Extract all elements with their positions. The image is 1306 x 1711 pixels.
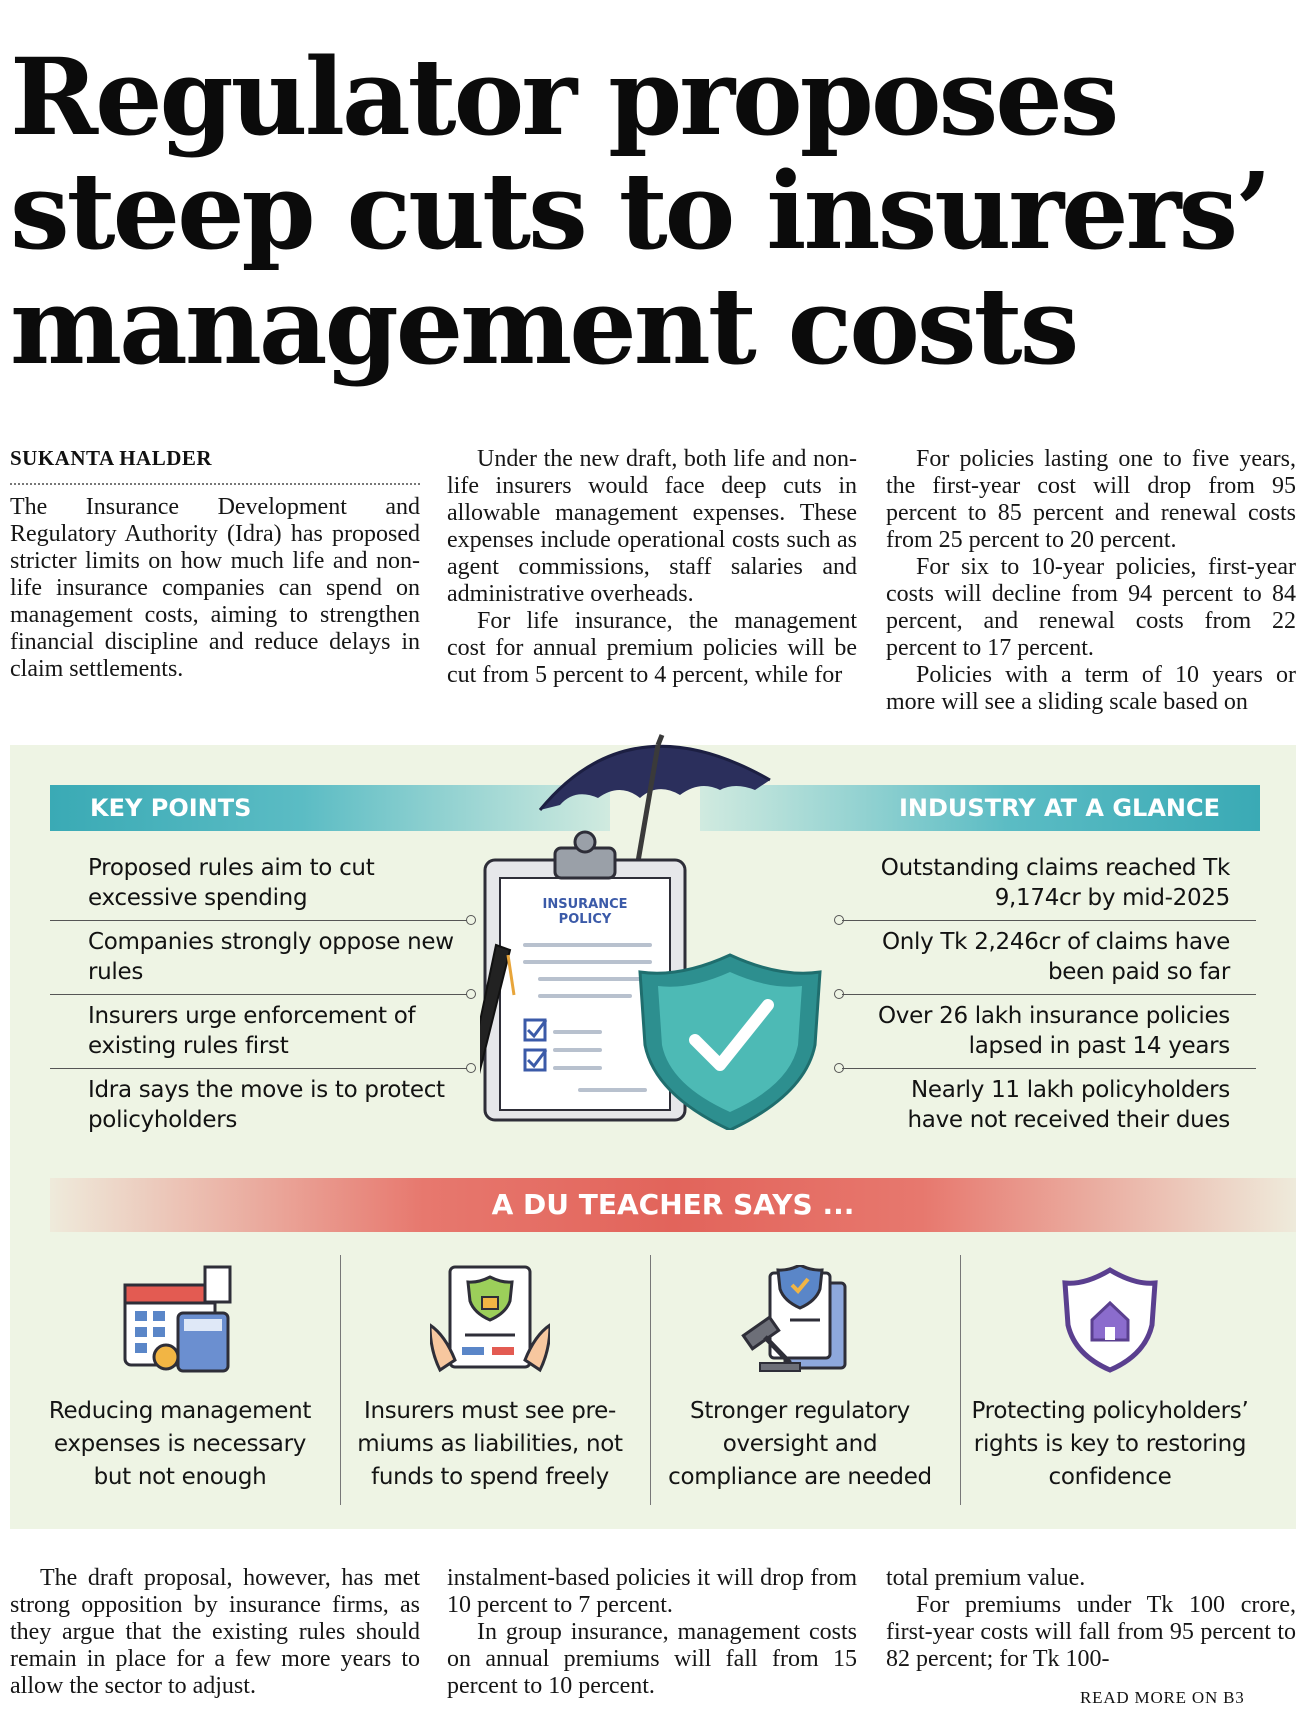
- bottom-column-2: [447, 1565, 857, 1700]
- divider: [842, 994, 1256, 995]
- headline-line-3: management costs: [10, 262, 1077, 388]
- teacher-point-2: Insurers must see pre-miums as liabilities, not funds to spend freely: [357, 1398, 623, 1490]
- divider-dot: [466, 915, 476, 925]
- paragraph: The Insurance Development and Regulatory Authority (Idra) has proposed stricter limits on how much life and non-life insurance companies can spend on management costs, aiming to strengthen financial discipline and reduce delays in claim settlements.: [10, 494, 420, 682]
- teacher-point-1: Reducing management expenses is necessary but not enough: [48, 1398, 312, 1490]
- glance-point-1: Outstanding claims reached Tk 9,174cr by mid-2025: [880, 855, 1230, 911]
- policy-label-line-1: INSURANCE: [542, 897, 628, 912]
- key-point-2: Companies strongly oppose new rules: [88, 929, 454, 985]
- divider: [50, 920, 470, 921]
- du-teacher-header: A DU TEACHER SAYS ...: [50, 1178, 1296, 1232]
- bottom-column-3: [886, 1565, 1296, 1673]
- paragraph: total premium value.: [886, 1565, 1086, 1591]
- headline: [10, 34, 1300, 388]
- article-column-3: [886, 446, 1296, 716]
- divider: [50, 994, 470, 995]
- headline-line-2: steep cuts to insurers’: [10, 148, 1270, 274]
- policy-label-line-2: POLICY: [558, 912, 612, 927]
- column-divider: [650, 1255, 651, 1505]
- paragraph: For premiums under Tk 100 crore, first-year costs will fall from 95 percent to 82 percent; for Tk 100-: [886, 1592, 1296, 1672]
- key-point-3: Insurers urge enforcement of existing rules first: [88, 1003, 416, 1059]
- paragraph: Policies with a term of 10 years or more will see a sliding scale based on: [886, 662, 1296, 715]
- key-points-header: KEY POINTS: [50, 785, 610, 831]
- glance-point-3: Over 26 lakh insurance policies lapsed in past 14 years: [878, 1003, 1230, 1059]
- glance-point-4: Nearly 11 lakh policyholders have not received their dues: [907, 1077, 1230, 1133]
- bottom-column-1: [10, 1565, 420, 1700]
- paragraph: For six to 10-year policies, first-year costs will decline from 94 percent to 84 percent, and renewal costs from 22 percent to 17 percent.: [886, 554, 1296, 661]
- industry-glance-header: INDUSTRY AT A GLANCE: [700, 785, 1260, 831]
- paragraph: instalment-based policies it will drop from 10 percent to 7 percent.: [447, 1565, 857, 1618]
- divider-dot: [466, 989, 476, 999]
- column-divider: [340, 1255, 341, 1505]
- insurance-document-hands-icon: [430, 1265, 550, 1375]
- headline-line-1: Regulator proposes: [10, 34, 1117, 159]
- article-column-1: [10, 494, 420, 683]
- divider: [842, 1068, 1256, 1069]
- divider: [50, 1068, 470, 1069]
- divider-dot: [466, 1063, 476, 1073]
- paragraph: The draft proposal, however, has met strong opposition by insurance firms, as they argue that the existing rules should remain in place for a few more years to allow the sector to adjust.: [10, 1565, 420, 1699]
- paragraph: For life insurance, the management cost for annual premium policies will be cut from 5 percent to 4 percent, while for: [447, 608, 857, 688]
- key-point-4: Idra says the move is to protect policyholders: [88, 1077, 445, 1133]
- read-more-link[interactable]: READ MORE ON B3: [1080, 1688, 1245, 1707]
- paragraph: For policies lasting one to five years, the first-year cost will drop from 95 percent to 85 percent and renewal costs from 25 percent to 20 percent.: [886, 446, 1296, 553]
- shield-house-icon: [1060, 1265, 1160, 1375]
- paragraph: Under the new draft, both life and non-life insurers would face deep cuts in allowable management expenses. These expenses include operational costs such as agent commissions, staff salaries and administrative overheads.: [447, 446, 857, 607]
- column-divider: [960, 1255, 961, 1505]
- teacher-point-4: Protecting policyholders’ rights is key to restoring confidence: [971, 1398, 1249, 1490]
- paragraph: In group insurance, management costs on annual premiums will fall from 15 percent to 10 percent.: [447, 1619, 857, 1699]
- calendar-calculator-icon: [120, 1265, 240, 1375]
- article-column-2: [447, 446, 857, 689]
- gavel-shield-document-icon: [740, 1265, 860, 1375]
- teacher-point-3: Stronger regulatory oversight and compliance are needed: [668, 1398, 932, 1490]
- divider: [842, 920, 1256, 921]
- infographic-panel: [10, 745, 1296, 1529]
- insurance-policy-illustration: [480, 710, 840, 1130]
- glance-point-2: Only Tk 2,246cr of claims have been paid so far: [881, 929, 1230, 985]
- key-point-1: Proposed rules aim to cut excessive spending: [88, 855, 375, 911]
- byline: SUKANTA HALDER: [10, 446, 420, 485]
